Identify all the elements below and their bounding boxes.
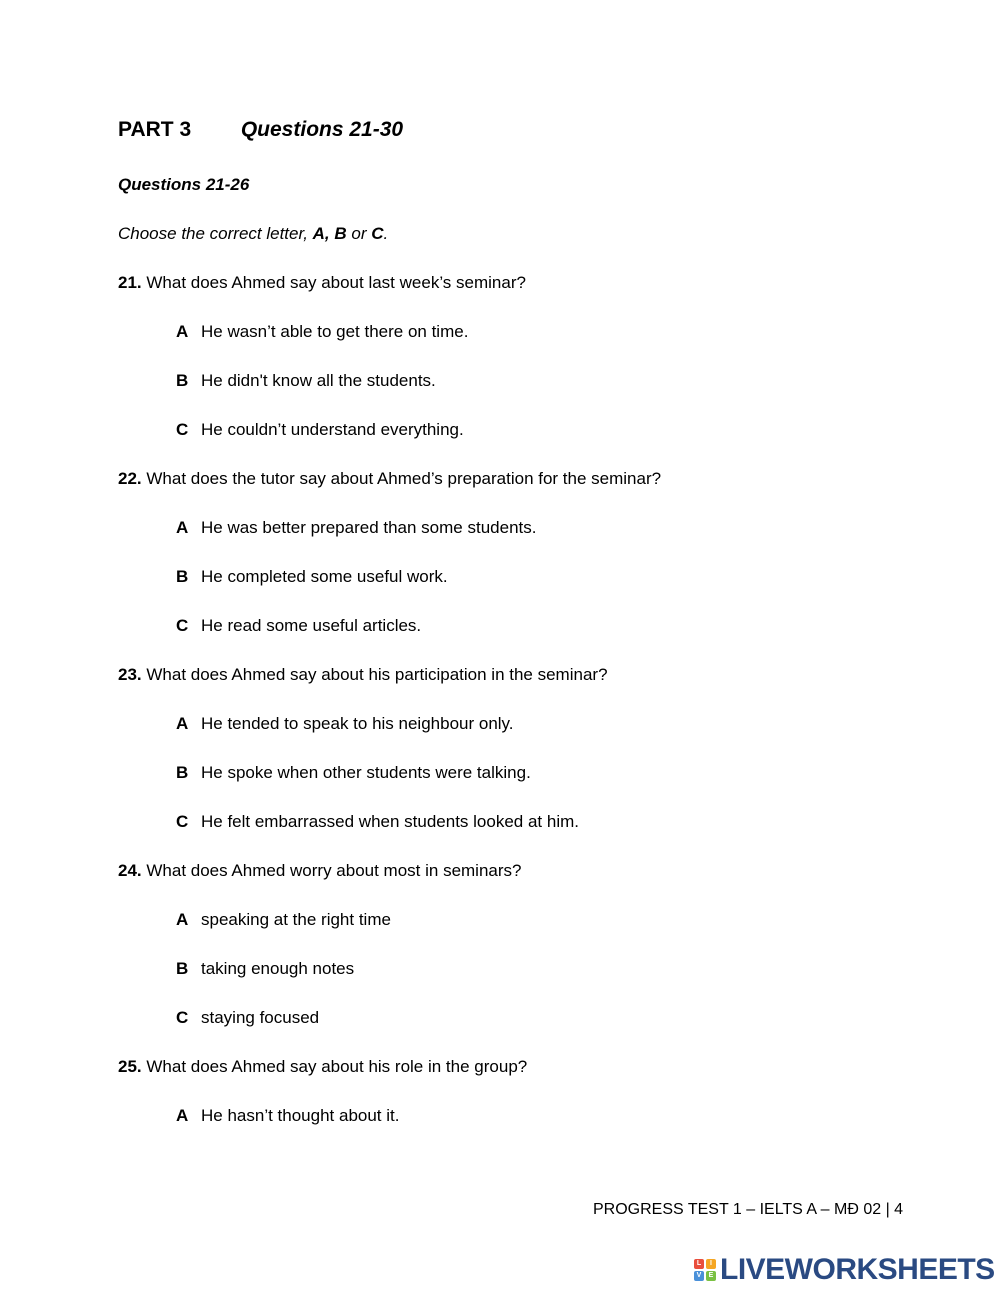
- part-label: PART 3: [118, 118, 192, 141]
- liveworksheets-logo: [694, 1253, 995, 1287]
- logo-text: LIVEWORKSHEETS: [720, 1253, 995, 1286]
- option-23-b[interactable]: B He spoke when other students were talking.: [176, 763, 531, 782]
- logo-tile-i: I: [706, 1259, 716, 1269]
- part-range: Questions 21-30: [240, 118, 404, 141]
- option-22-c[interactable]: C He read some useful articles.: [176, 616, 422, 635]
- option-22-a[interactable]: A He was better prepared than some students.: [176, 518, 537, 537]
- logo-icon: [694, 1259, 716, 1281]
- option-24-a[interactable]: A speaking at the right time: [176, 910, 391, 929]
- option-24-c[interactable]: C staying focused: [176, 1008, 320, 1027]
- question-24: 24. What does Ahmed worry about most in seminars?: [118, 861, 522, 880]
- option-23-a[interactable]: A He tended to speak to his neighbour only.: [176, 714, 514, 733]
- questions-subheading: Questions 21-26: [118, 175, 250, 194]
- option-21-b[interactable]: B He didn't know all the students.: [176, 371, 436, 390]
- page-footer: PROGRESS TEST 1 – IELTS A – MĐ 02 | 4: [593, 1201, 904, 1218]
- option-24-b[interactable]: B taking enough notes: [176, 959, 355, 978]
- logo-tile-e: E: [706, 1271, 716, 1281]
- part-heading: [118, 118, 403, 142]
- option-22-b[interactable]: B He completed some useful work.: [176, 567, 448, 586]
- option-25-a[interactable]: A He hasn’t thought about it.: [176, 1106, 400, 1125]
- option-21-a[interactable]: A He wasn’t able to get there on time.: [176, 322, 469, 341]
- question-21: 21. What does Ahmed say about last week’s seminar?: [118, 273, 526, 292]
- option-23-c[interactable]: C He felt embarrassed when students looked at him.: [176, 812, 579, 831]
- question-22: 22. What does the tutor say about Ahmed’s preparation for the seminar?: [118, 469, 662, 488]
- question-25: 25. What does Ahmed say about his role in the group?: [118, 1057, 528, 1076]
- logo-tile-v: V: [694, 1271, 704, 1281]
- instructions: Choose the correct letter, A, B or C.: [118, 224, 389, 243]
- option-21-c[interactable]: C He couldn’t understand everything.: [176, 420, 464, 439]
- logo-tile-l: L: [694, 1259, 704, 1269]
- question-23: 23. What does Ahmed say about his participation in the seminar?: [118, 665, 608, 684]
